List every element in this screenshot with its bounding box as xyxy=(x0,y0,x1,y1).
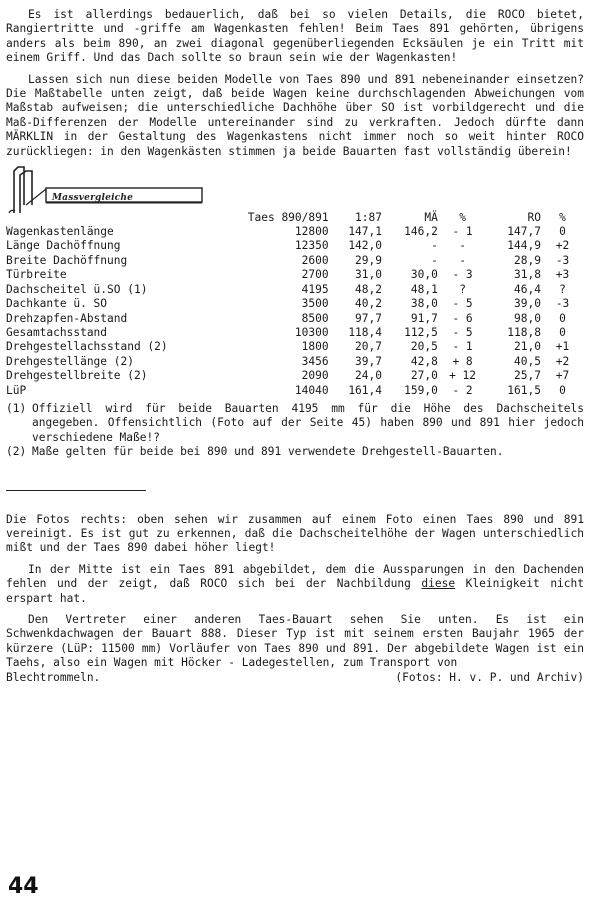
table-footnotes xyxy=(6,402,584,460)
table-row: Wagenkastenlänge 12800 147,1 146,2 - 1 147,7 0 xyxy=(6,225,566,239)
table-row: LüP 14040 161,4 159,0 - 2 161,5 0 xyxy=(6,383,566,397)
header-maerklin: MÄ xyxy=(424,210,438,224)
header-scale: 1:87 xyxy=(355,210,382,224)
footnote-1: (1) Offiziell wird für beide Bauarten 4195 mm für die Höhe des Dachscheitels angegeben. Offensichtlich (Foto auf der Seite 45) haben 890 und 891 hier jedoch verschiedene Maße!? xyxy=(6,401,584,444)
photo-paragraph-2: In der Mitte ist ein Taes 891 abgebildet, dem die Aussparungen in den Dachenden fehlen und der zeigt, daß ROCO sich bei der Nachbildung diese Kleinigkeit nicht erspart hat. xyxy=(6,562,584,605)
table-row: Breite Dachöffnung 2600 29,9 - - 28,9 -3 xyxy=(6,253,570,267)
massvergleiche-logo-icon xyxy=(6,165,206,215)
section-divider xyxy=(6,490,146,491)
table-row: Drehgestellbreite (2) 2090 24,0 27,0 + 12 25,7 +7 xyxy=(6,369,570,383)
header-roco-percent: % xyxy=(559,210,566,224)
table-row: Drehgestellachsstand (2) 1800 20,7 20,5 - 1 21,0 +1 xyxy=(6,340,570,354)
photo-credit: (Fotos: H. v. P. und Archiv) xyxy=(395,670,584,684)
table-row: Gesamtachsstand 10300 118,4 112,5 - 5 118,8 0 xyxy=(6,325,566,339)
measurement-table xyxy=(6,207,584,398)
table-row: Dachscheitel ü.SO (1) 4195 48,2 48,1 ? 46,4 ? xyxy=(6,282,566,296)
header-prototype: Taes 890/891 xyxy=(247,210,329,224)
photo-paragraph-1: Die Fotos rechts: oben sehen wir zusammen auf einem Foto einen Taes 890 und 891 vereinigt. Es ist gut zu erkennen, daß die Dachscheitelhöhe der Wagen unterschiedlich mißt und der Taes 890 dabei höher liegt! xyxy=(6,512,584,555)
header-roco: RO xyxy=(527,210,541,224)
footnote-2: (2) Maße gelten für beide bei 890 und 891 verwendete Drehgestell-Bauarten. xyxy=(6,445,504,459)
table-logo-label: Massvergleiche xyxy=(52,193,134,204)
table-row: Drehzapfen-Abstand 8500 97,7 91,7 - 6 98,0 0 xyxy=(6,311,566,325)
photo-credit-line xyxy=(6,671,584,685)
emphasis-diese: diese xyxy=(421,577,456,591)
table-row: Türbreite 2700 31,0 30,0 - 3 31,8 +3 xyxy=(6,268,570,282)
table-row: Dachkante ü. SO 3500 40,2 38,0 - 5 39,0 -3 xyxy=(6,297,570,311)
intro-paragraph-2: Lassen sich nun diese beiden Modelle von Taes 890 und 891 nebeneinander einsetzen? Die Maßtabelle unten zeigt, daß beide Wagen keine durchschlagenden Abweichungen vom Maßstab aufweisen; die unterschiedliche Dachhöhe über SO ist vorbildgerecht und die Maß-Differenzen der Modelle untereinander sind zu verkraften. Jedoch dürfte dann MÄRKLIN in der Gestaltung des Wagenkastens nicht immer noch so weit hinter ROCO zurückliegen: in den Wagenkästen stimmen ja beide Bauarten fast vollständig überein! xyxy=(6,72,584,158)
intro-paragraph-1: Es ist allerdings bedauerlich, daß bei so vielen Details, die ROCO bietet, Rangiertritte und -griffe am Wagenkasten fehlen! Beim Taes 891 gehörten, übrigens anders als beim 890, an zwei diagonal gegenüberliegenden Ecksäulen je ein Tritt mit einem Griff. Und das Dach sollte so braun sein wie der Wagenkasten! xyxy=(6,8,584,65)
table-row: Drehgestellänge (2) 3456 39,7 42,8 + 8 40,5 +2 xyxy=(6,354,570,368)
table-logo-row xyxy=(6,165,584,221)
page-content xyxy=(6,8,584,685)
photo-paragraph-3-end: Blechtrommeln. xyxy=(6,670,101,684)
table-row: Länge Dachöffnung 12350 142,0 - - 144,9 +2 xyxy=(6,239,570,253)
page-number: 44 xyxy=(8,874,39,899)
header-maerklin-percent: % xyxy=(459,210,466,224)
photo-paragraph-3: Den Vertreter einer anderen Taes-Bauart sehen Sie unten. Es ist ein Schwenkdachwagen der Bauart 888. Dieser Typ ist mit seinem ersten Baujahr 1965 der kürzere (LüP: 11500 mm) Vorläufer von Taes 890 und 891. Der abgebildete Wagen ist ein Taehs, also ein Wagen mit Höcker - Ladegestellen, zum Transport von xyxy=(6,613,584,670)
